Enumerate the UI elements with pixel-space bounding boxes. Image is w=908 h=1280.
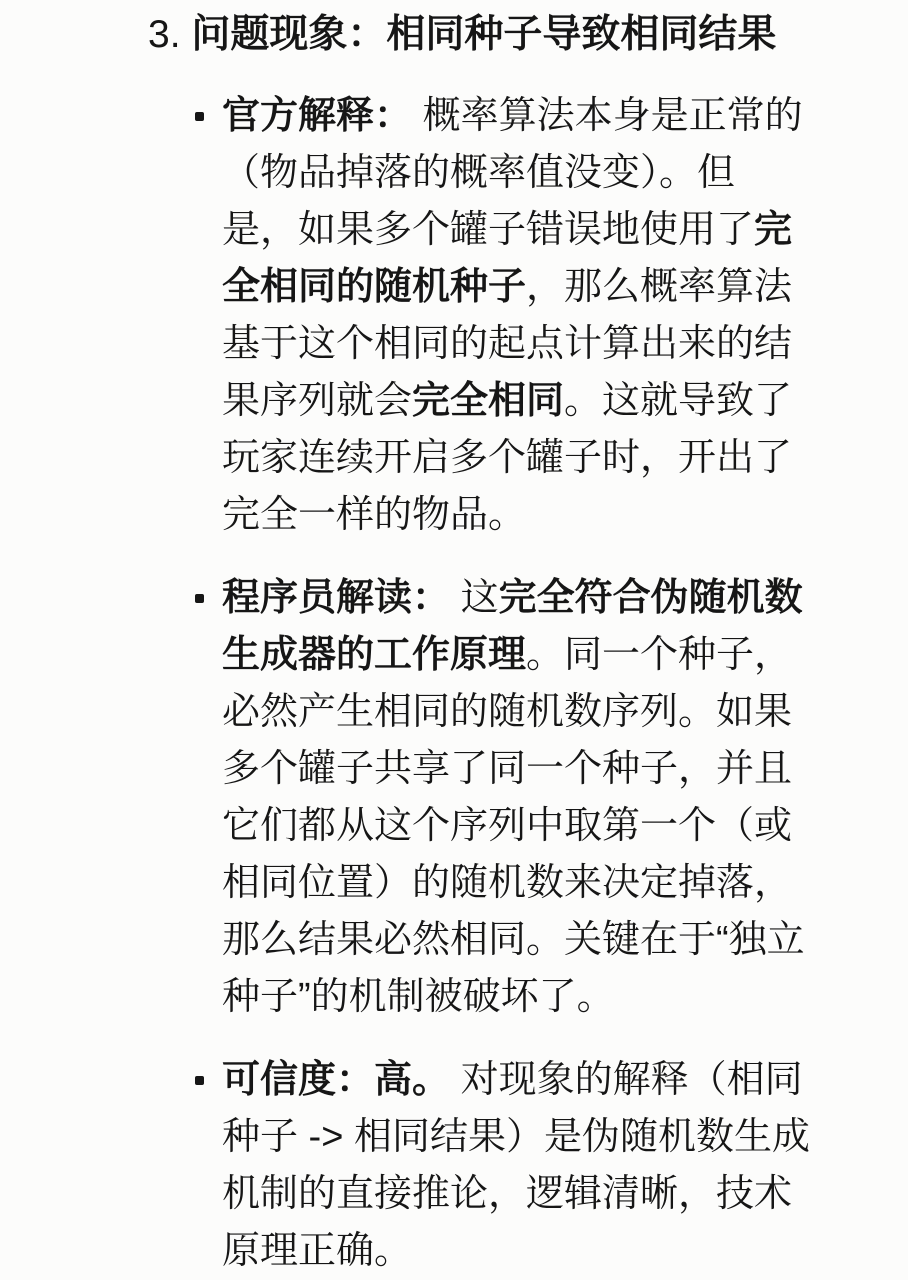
text: 相同位置）的随机数来决定掉落， bbox=[222, 862, 793, 904]
text-line bbox=[222, 912, 908, 969]
text-line bbox=[222, 570, 908, 627]
section-heading bbox=[148, 8, 908, 62]
text-line bbox=[222, 316, 908, 373]
text: 原理正确。 bbox=[222, 1230, 413, 1272]
bold-text: 官方解释： bbox=[222, 95, 413, 137]
text: 它们都从这个序列中取第一个（或 bbox=[222, 805, 793, 847]
text: ，那么概率算法 bbox=[526, 266, 793, 308]
bullet-dot-icon bbox=[195, 1076, 204, 1085]
text-line bbox=[222, 684, 908, 741]
text: 完全一样的物品。 bbox=[222, 494, 527, 536]
text: 概率算法本身是正常的 bbox=[412, 95, 803, 137]
text: 多个罐子共享了同一个种子，并且 bbox=[222, 748, 793, 790]
text: 是，如果多个罐子错误地使用了 bbox=[222, 209, 755, 251]
text-line bbox=[222, 1052, 908, 1109]
text: 对现象的解释（相同 bbox=[450, 1059, 803, 1101]
bold-text: 完全符合伪随机数 bbox=[498, 577, 803, 619]
text: 基于这个相同的起点计算出来的结 bbox=[222, 323, 793, 365]
list-item bbox=[222, 1052, 908, 1280]
text-line bbox=[222, 145, 908, 202]
text: 3. bbox=[148, 13, 192, 56]
bullet-dot-icon bbox=[195, 594, 204, 603]
bullet-list bbox=[0, 88, 908, 1280]
text-line bbox=[222, 259, 908, 316]
text-line bbox=[222, 88, 908, 145]
text-line bbox=[222, 1223, 908, 1280]
bullet-dot-icon bbox=[195, 112, 204, 121]
text: 玩家连续开启多个罐子时，开出了 bbox=[222, 437, 793, 479]
text-line bbox=[222, 1109, 908, 1166]
bold-text: 生成器的工作原理 bbox=[222, 634, 527, 676]
bold-text: 问题现象：相同种子导致相同结果 bbox=[191, 13, 777, 56]
text-line bbox=[222, 202, 908, 259]
bold-text: 全相同的随机种子 bbox=[222, 266, 527, 308]
text: 必然产生相同的随机数序列。如果 bbox=[222, 691, 793, 733]
text: 这 bbox=[450, 577, 499, 619]
list-item bbox=[222, 88, 908, 544]
bold-text: 可信度：高。 bbox=[222, 1059, 451, 1101]
text: 机制的直接推论，逻辑清晰，技术 bbox=[222, 1173, 793, 1215]
text-line bbox=[222, 373, 908, 430]
text-line bbox=[222, 798, 908, 855]
bold-text: 程序员解读： bbox=[222, 577, 451, 619]
text: 。这就导致了 bbox=[564, 380, 793, 422]
text: 那么结果必然相同。关键在于“独立 bbox=[222, 919, 805, 961]
text: 。同一个种子， bbox=[526, 634, 793, 676]
text-line bbox=[222, 969, 908, 1026]
text: 种子”的机制被破坏了。 bbox=[222, 976, 615, 1018]
list-item bbox=[222, 570, 908, 1026]
text-line bbox=[222, 855, 908, 912]
text: （物品掉落的概率值没变）。但 bbox=[222, 152, 736, 194]
text-line bbox=[222, 430, 908, 487]
text: 果序列就会 bbox=[222, 380, 413, 422]
text-line bbox=[222, 1166, 908, 1223]
bold-text: 完 bbox=[754, 209, 793, 251]
bold-text: 完全相同 bbox=[412, 380, 565, 422]
text-line bbox=[222, 627, 908, 684]
text-line bbox=[222, 487, 908, 544]
text-line bbox=[222, 741, 908, 798]
text: 种子 -> 相同结果）是伪随机数生成 bbox=[222, 1116, 810, 1158]
